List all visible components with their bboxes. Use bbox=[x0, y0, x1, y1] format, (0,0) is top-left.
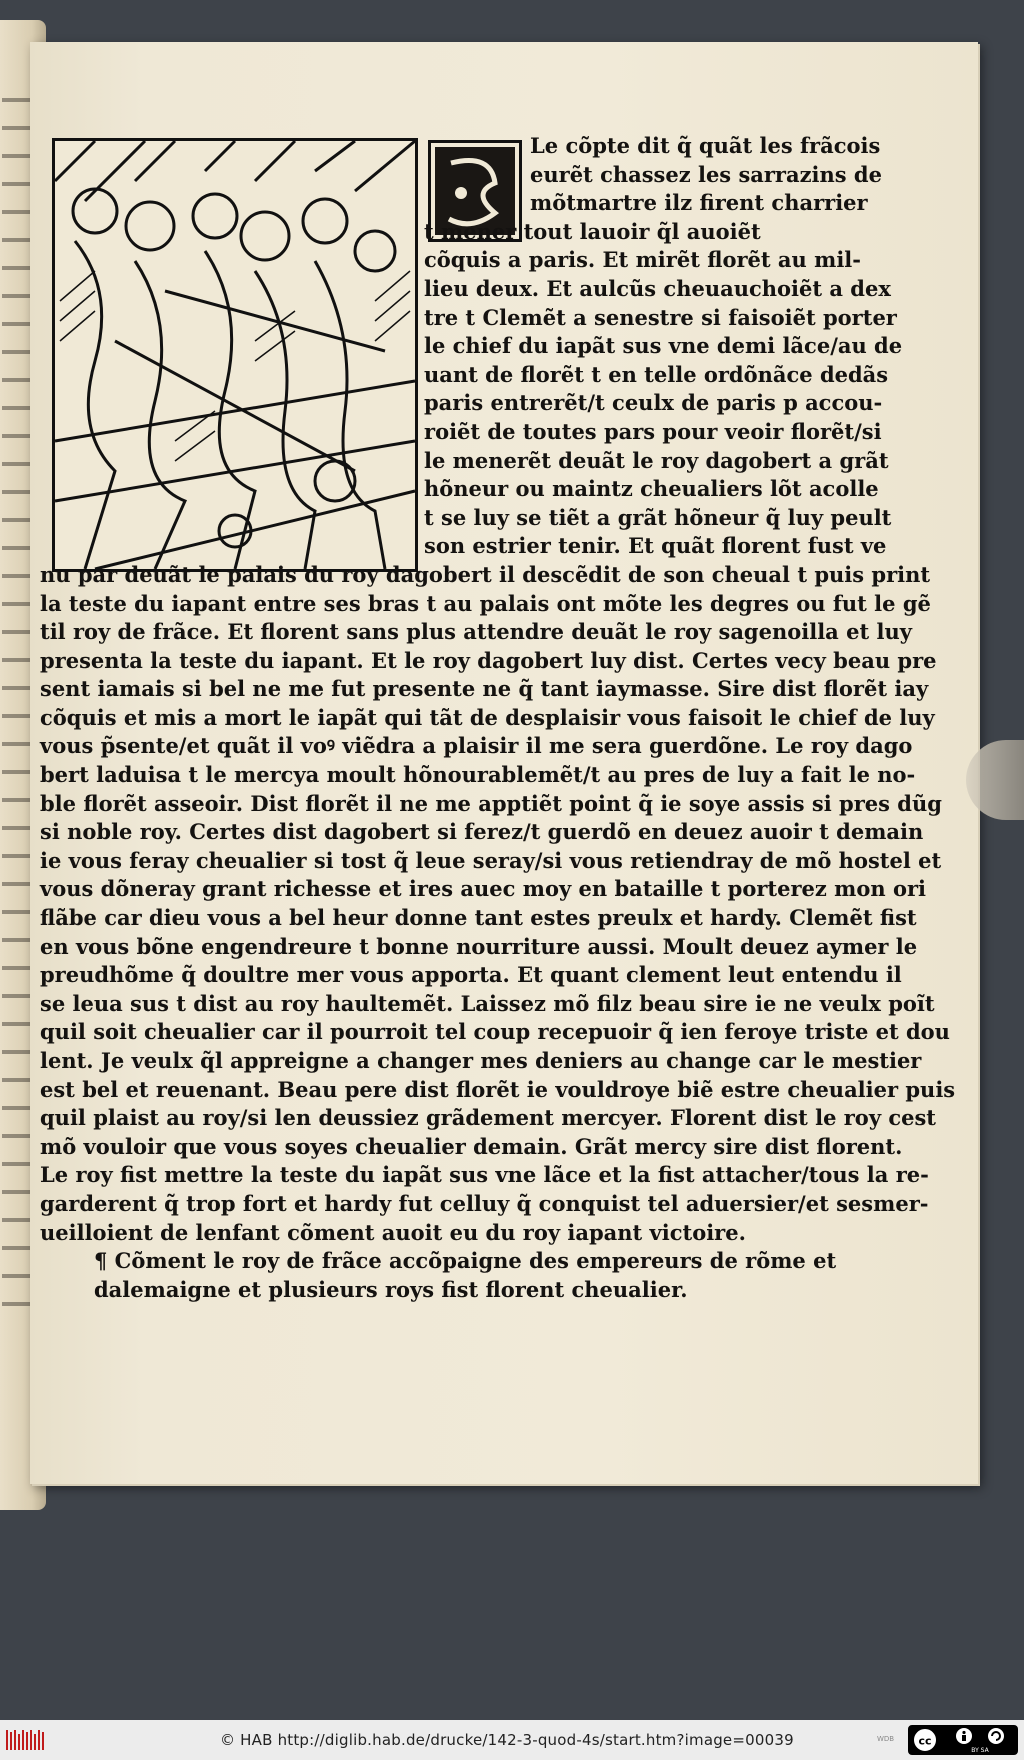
text-line: tre t Clemẽt a senestre si faisoiẽt porter bbox=[424, 304, 897, 330]
body-text bbox=[40, 132, 956, 1304]
share-alike-icon bbox=[988, 1728, 1004, 1744]
text-line: eurẽt chassez les sarrazins de bbox=[530, 161, 882, 187]
text-line: lieu deux. Et aulcũs cheuauchoiẽt a dex bbox=[424, 275, 891, 301]
text-line: si noble roy. Certes dist dagobert si ferez/t guerdõ en deuez auoir t demain bbox=[40, 819, 924, 845]
text-line: preudhõme q̃ doultre mer vous apporta. Et quant clement leut entendu il bbox=[40, 962, 902, 988]
text-line: mõ vouloir que vous soyes cheualier demain. Grãt mercy sire dist florent. bbox=[40, 1133, 903, 1159]
source-url[interactable]: © HAB http://diglib.hab.de/drucke/142-3-quod-4s/start.htm?image=00039 bbox=[220, 1731, 794, 1749]
text-line: est bel et reuenant. Beau pere dist florẽt ie vouldroye biẽ estre cheualier puis bbox=[40, 1076, 956, 1102]
text-line: la teste du iapant entre ses bras t au palais ont mõte les degres ou fut le gẽ bbox=[40, 590, 931, 616]
text-line: hõneur ou maintz cheualiers lõt acolle bbox=[424, 476, 879, 502]
text-line: se leua sus t dist au roy haultemẽt. Laissez mõ filz beau sire ie ne veulx poĩt bbox=[40, 990, 935, 1016]
text-line: roiẽt de toutes pars pour veoir florẽt/si bbox=[424, 418, 882, 444]
license-badge-label: BY SA bbox=[971, 1747, 989, 1754]
text-line: mõtmartre ilz firent charrier bbox=[530, 190, 868, 216]
text-line: ie vous feray cheualier si tost q̃ leue seray/si vous retiendray de mõ hostel et bbox=[40, 847, 942, 873]
text-line: til roy de frãce. Et florent sans plus attendre deuãt le roy sagenoilla et luy bbox=[40, 619, 912, 645]
text-line: ueilloient de lenfant cõment auoit eu du roy iapant victoire. bbox=[40, 1219, 746, 1245]
cc-icon bbox=[913, 1728, 937, 1752]
text-line: flãbe car dieu vous a bel heur donne tant estes preulx et hardy. Clemẽt fist bbox=[40, 905, 917, 931]
text-line: quil plaist au roy/si len deussiez grãdement mercyer. Florent dist le roy cest bbox=[40, 1105, 936, 1131]
text-line: uant de florẽt t en telle ordõnãce dedãs bbox=[424, 361, 889, 387]
tiny-mark: WDB bbox=[877, 1735, 895, 1743]
text-line: nu par deuãt le palais du roy dagobert il descẽdit de son cheual t puis print bbox=[40, 561, 931, 587]
chapter-caption: ¶ Cõment le roy de frãce accõpaigne des empereurs de rõme et bbox=[94, 1248, 837, 1274]
cc-license-badge[interactable] bbox=[908, 1725, 1018, 1755]
text-line: cõquis et mis a mort le iapãt qui tãt de desplaisir vous faisoit le chief de luy bbox=[40, 704, 935, 730]
text-line: garderent q̃ trop fort et hardy fut celluy q̃ conquist tel aduersier/et sesmer- bbox=[40, 1190, 929, 1216]
text-line: quil soit cheualier car il pourroit tel coup recepuoir q̃ ien feroye triste et dou bbox=[40, 1019, 950, 1045]
text-line: presenta la teste du iapant. Et le roy dagobert luy dist. Certes vecy beau pre bbox=[40, 647, 937, 673]
text-line: Le cõpte dit q̃ quãt les frãcois bbox=[530, 133, 881, 158]
attribution-icon bbox=[956, 1728, 972, 1744]
chapter-caption: dalemaigne et plusieurs roys fist florent cheualier. bbox=[94, 1276, 688, 1302]
text-line: lent. Je veulx q̃l appreigne a changer mes deniers au change car le mestier bbox=[40, 1048, 922, 1073]
text-line: Le roy fist mettre la teste du iapãt sus vne lãce et la fist attacher/tous la re- bbox=[40, 1162, 929, 1188]
viewer-footer bbox=[0, 1720, 1024, 1760]
text-line: son estrier tenir. Et quãt florent fust ve bbox=[424, 533, 887, 559]
hab-barcode-logo-icon bbox=[4, 1728, 48, 1752]
text-line: cõquis a paris. Et mirẽt florẽt au mil- bbox=[424, 247, 861, 273]
text-line: en vous bõne engendreure t bonne nourriture aussi. Moult deuez aymer le bbox=[40, 933, 918, 959]
text-line: le chief du iapãt sus vne demi lãce/au de bbox=[424, 333, 903, 359]
text-line: t se luy se tiẽt a grãt hõneur q̃ luy peult bbox=[424, 504, 892, 530]
text-line: t mener tout lauoir q̃l auoiẽt bbox=[424, 218, 761, 244]
text-line: ble florẽt asseoir. Dist florẽt il ne me apptiẽt point q̃ ie soye assis si pres dũg bbox=[40, 790, 942, 816]
text-line: vous p̃sente/et quãt il voꝰ viẽdra a plaisir il me sera guerdõne. Le roy dago bbox=[40, 733, 913, 759]
text-line: vous dõneray grant richesse et ires auec moy en bataille t porterez mon ori bbox=[40, 876, 926, 902]
text-line: bert laduisa t le mercya moult hõnourablemẽt/t au pres de luy a fait le no- bbox=[40, 762, 916, 788]
text-line: le menerẽt deuãt le roy dagobert a grãt bbox=[424, 447, 889, 473]
text-line: sent iamais si bel ne me fut presente ne q̃ tant iaymasse. Sire dist florẽt iay bbox=[40, 676, 929, 702]
svg-text:cc: cc bbox=[918, 1734, 932, 1748]
text-line: paris entrerẽt/t ceulx de paris p accou- bbox=[424, 390, 883, 416]
